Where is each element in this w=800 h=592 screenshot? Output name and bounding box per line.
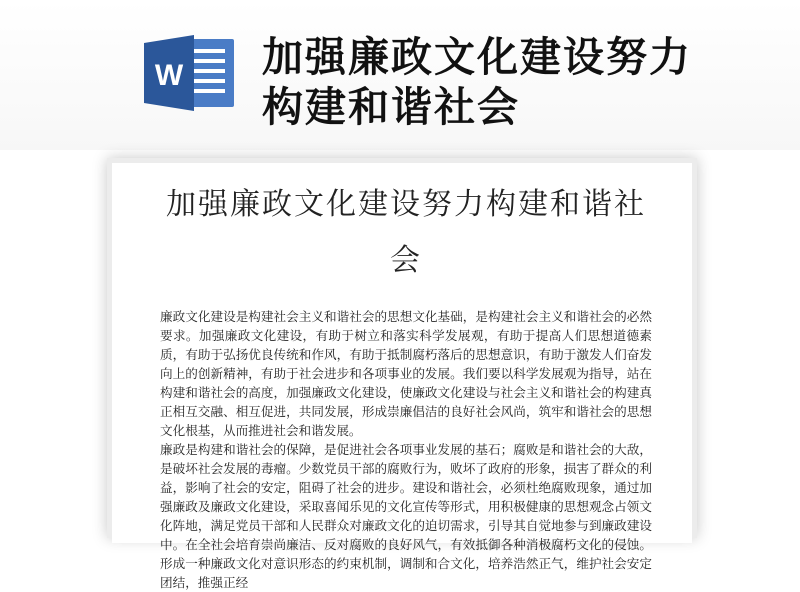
word-icon-letter: W [154, 59, 184, 92]
banner [0, 0, 800, 150]
document-page [112, 163, 692, 590]
document-body [160, 307, 652, 592]
paragraph-2: 廉政是构建和谐社会的保障，是促进社会各项事业发展的基石；腐败是和谐社会的大敌，是破坏社会发展的毒瘤。少数党员干部的腐败行为，败坏了政府的形象，损害了群众的利益，影响了社会的安定，阻碍了社会的进步。建设和谐社会，必须杜绝腐败现象，通过加强廉政及廉政文化建设，采取喜闻乐见的文化宣传等形式，用积极健康的思想观念占领文化阵地，满足党员干部和人民群众对廉政文化的迫切需求，引导其自觉地参与到廉政建设中。在全社会培育崇尚廉洁、反对腐败的良好风气，有效抵御各种消极腐朽文化的侵蚀。形成一种廉政文化对意识形态的约束机制，调制和合文化，培养浩然正气，维护社会安定团结，推强正经 [160, 442, 652, 590]
word-document-icon [142, 33, 238, 113]
document-title: 加强廉政文化建设努力构建和谐社会 [166, 187, 646, 278]
banner-title: 加强廉政文化建设努力构建和谐社会 [262, 33, 692, 131]
paragraph-1: 廉政文化建设是构建社会主义和谐社会的思想文化基础，是构建社会主义和谐社会的必然要求。加强廉政文化建设，有助于树立和落实科学发展观，有助于提高人们思想道德素质，有助于弘扬优良传统和作风，有助于抵制腐朽落后的思想意识，有助于激发人们奋发向上的创新精神，有助于社会进步和各项事业的发展。我们要以科学发展观为指导，站在构建和谐社会的高度，加强廉政文化建设，使廉政文化建设与社会主义和谐社会的构建真正相互交融、相互促进，共同发展，形成崇廉倡洁的良好社会风尚，筑牢和谐社会的思想文化根基，从而推进社会和谐发展。 [160, 309, 652, 438]
